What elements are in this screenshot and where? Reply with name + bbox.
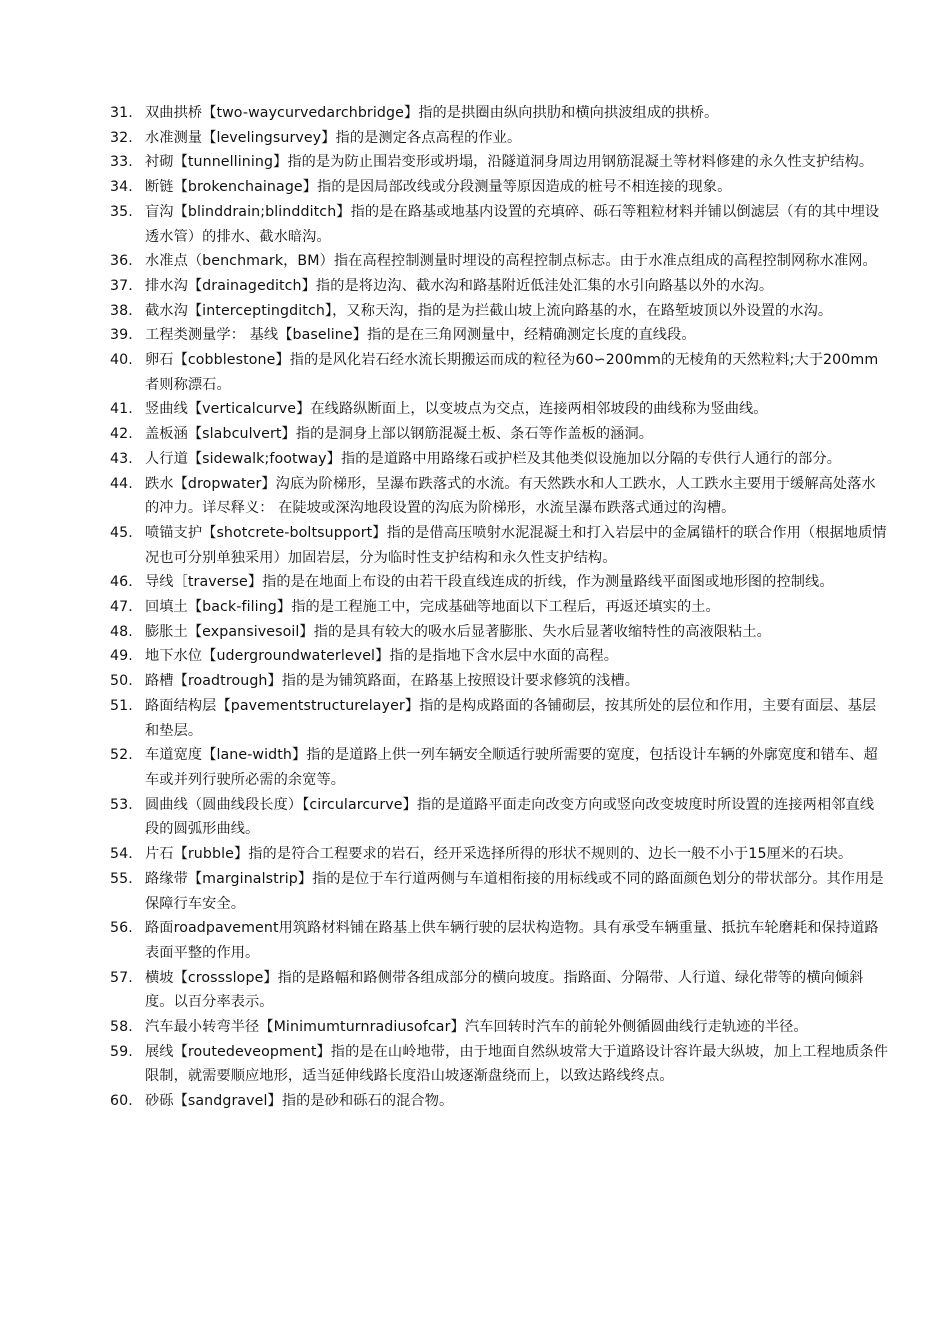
glossary-entry bbox=[0, 397, 950, 422]
entry-text: 水准点（benchmark，BM）指在高程控制测量时埋设的高程控制点标志。由于水准点组成的高程控制网称水准网。 bbox=[145, 253, 877, 270]
glossary-entry bbox=[0, 743, 950, 792]
glossary-entry bbox=[0, 793, 950, 842]
entry-number: 42. bbox=[110, 426, 133, 443]
glossary-entry bbox=[0, 422, 950, 447]
entry-text: 车道宽度【lane-width】指的是道路上供一列车辆安全顺适行驶所需要的宽度，包括设计车辆的外廓宽度和错车、超车或并列行驶所必需的余宽等。 bbox=[145, 747, 878, 788]
entry-text: 卵石【cobblestone】指的是风化岩石经水流长期搬运而成的粒径为60∽200mm的无棱角的天然粒料;大于200mm者则称漂石。 bbox=[145, 352, 879, 393]
entry-text: 双曲拱桥【two-waycurvedarchbridge】指的是拱圈由纵向拱肋和横向拱波组成的拱桥。 bbox=[145, 105, 719, 121]
entry-text: 盖板涵【slabculvert】指的是洞身上部以钢筋混凝土板、条石等作盖板的涵洞。 bbox=[145, 426, 654, 443]
glossary-entry bbox=[0, 521, 950, 570]
entry-text: 水准测量【levelingsurvey】指的是测定各点高程的作业。 bbox=[145, 129, 522, 146]
glossary-entry bbox=[0, 175, 950, 200]
entry-number: 47. bbox=[110, 599, 133, 616]
entry-text: 跌水【dropwater】沟底为阶梯形，呈瀑布跌落式的水流。有天然跌水和人工跌水，人工跌水主要用于缓解高处落水的冲力。详尽释义： 在陡坡或深沟地段设置的沟底为阶梯形，水流呈瀑布跌落式通过的沟槽。 bbox=[145, 475, 876, 517]
glossary-entry bbox=[0, 966, 950, 1015]
entry-number: 41. bbox=[110, 401, 133, 418]
entry-number: 36. bbox=[110, 253, 133, 270]
glossary-entry bbox=[0, 1040, 950, 1089]
entry-text: 人行道【sidewalk;footway】指的是道路中用路缘石或护栏及其他类似设施加以分隔的专供行人通行的部分。 bbox=[145, 450, 842, 467]
entry-number: 32. bbox=[110, 129, 133, 146]
entry-number: 46. bbox=[110, 574, 133, 591]
entry-text: 地下水位【udergroundwaterlevel】指的是指地下含水层中水面的高程。 bbox=[145, 648, 618, 665]
glossary-entry bbox=[0, 299, 950, 324]
glossary-entry bbox=[0, 1015, 950, 1040]
entry-text: 路槽【roadtrough】指的是为铺筑路面，在路基上按照设计要求修筑的浅槽。 bbox=[145, 673, 639, 690]
entry-number: 43. bbox=[110, 450, 133, 467]
glossary-entry bbox=[0, 348, 950, 397]
entry-number: 34. bbox=[110, 179, 133, 196]
entry-number: 38. bbox=[110, 302, 133, 319]
glossary-entry bbox=[0, 447, 950, 472]
entry-number: 60. bbox=[110, 1093, 133, 1110]
entry-text: 导线［traverse】指的是在地面上布设的由若干段直线连成的折线，作为测量路线平面图或地形图的控制线。 bbox=[145, 574, 834, 591]
entry-number: 37. bbox=[110, 277, 133, 294]
entry-number: 39. bbox=[110, 327, 133, 344]
glossary-entry bbox=[0, 101, 950, 126]
glossary-entry bbox=[0, 842, 950, 867]
entry-number: 40. bbox=[110, 352, 133, 369]
glossary-entry bbox=[0, 126, 950, 151]
entry-number: 58. bbox=[110, 1019, 133, 1036]
entry-number: 56. bbox=[110, 920, 133, 937]
glossary-entry bbox=[0, 694, 950, 743]
glossary-entry bbox=[0, 916, 950, 965]
entry-number: 50. bbox=[110, 673, 133, 690]
entry-number: 31. bbox=[110, 105, 133, 121]
entry-text: 砂砾【sandgravel】指的是砂和砾石的混合物。 bbox=[145, 1093, 454, 1110]
entry-text: 盲沟【blinddrain;blindditch】指的是在路基或地基内设置的充填碎、砾石等粗粒材料并铺以倒滤层（有的其中埋设透水管）的排水、截水暗沟。 bbox=[145, 203, 880, 245]
entry-text: 圆曲线（圆曲线段长度）【circularcurve】指的是道路平面走向改变方向或竖向改变坡度时所设置的连接两相邻直线段的圆弧形曲线。 bbox=[145, 796, 875, 838]
entry-number: 48. bbox=[110, 623, 133, 640]
entry-text: 路缘带【marginalstrip】指的是位于车行道两侧与车道相衔接的用标线或不同的路面颜色划分的带状部分。其作用是保障行车安全。 bbox=[145, 870, 884, 912]
entry-text: 喷锚支护【shotcrete-boltsupport】指的是借高压喷射水泥混凝土和打入岩层中的金属锚杆的联合作用（根据地质情况也可分别单独采用）加固岩层，分为临时性支护结构和永久性支护结构。 bbox=[145, 524, 887, 566]
glossary-entry bbox=[0, 472, 950, 521]
glossary-entry bbox=[0, 620, 950, 645]
glossary-entry bbox=[0, 570, 950, 595]
glossary-entry bbox=[0, 200, 950, 249]
entry-text: 断链【brokenchainage】指的是因局部改线或分段测量等原因造成的桩号不相连接的现象。 bbox=[145, 179, 732, 196]
glossary-entry bbox=[0, 274, 950, 299]
entry-text: 回填土【back-filing】指的是工程施工中，完成基础等地面以下工程后，再返还填实的土。 bbox=[145, 599, 720, 616]
entry-number: 33. bbox=[110, 154, 133, 171]
entry-text: 衬砌【tunnellining】指的是为防止围岩变形或坍塌，沿隧道洞身周边用钢筋混凝土等材料修建的永久性支护结构。 bbox=[145, 154, 874, 171]
glossary-entry bbox=[0, 249, 950, 274]
entry-number: 51. bbox=[110, 697, 133, 714]
entry-text: 路面roadpavement用筑路材料铺在路基上供车辆行驶的层状构造物。具有承受车辆重量、抵抗车轮磨耗和保持道路表面平整的作用。 bbox=[145, 920, 879, 961]
entry-number: 55. bbox=[110, 870, 133, 887]
glossary-list bbox=[0, 101, 950, 1114]
entry-text: 工程类测量学： 基线【baseline】指的是在三角网测量中，经精确测定长度的直线段。 bbox=[145, 327, 696, 344]
entry-text: 片石【rubble】指的是符合工程要求的岩石，经开采选择所得的形状不规则的、边长一般不小于15厘米的石块。 bbox=[145, 846, 853, 863]
entry-number: 53. bbox=[110, 796, 133, 813]
entry-text: 展线【routedeveopment】指的是在山岭地带，由于地面自然纵坡常大于道路设计容许最大纵坡，加上工程地质条件限制，就需要顺应地形，适当延伸线路长度沿山坡逐渐盘绕而上，以致达路线终点。 bbox=[145, 1043, 888, 1085]
glossary-entry bbox=[0, 867, 950, 916]
entry-text: 竖曲线【verticalcurve】在线路纵断面上，以变坡点为交点，连接两相邻坡段的曲线称为竖曲线。 bbox=[145, 401, 768, 418]
entry-number: 49. bbox=[110, 648, 133, 665]
entry-number: 52. bbox=[110, 747, 133, 764]
entry-number: 35. bbox=[110, 203, 133, 220]
entry-text: 排水沟【drainageditch】指的是将边沟、截水沟和路基附近低洼处汇集的水引向路基以外的水沟。 bbox=[145, 277, 774, 294]
glossary-entry bbox=[0, 150, 950, 175]
entry-number: 54. bbox=[110, 846, 133, 863]
entry-number: 44. bbox=[110, 475, 133, 492]
glossary-entry bbox=[0, 595, 950, 620]
entry-text: 汽车最小转弯半径【Minimumturnradiusofcar】汽车回转时汽车的前轮外侧循圆曲线行走轨迹的半径。 bbox=[145, 1019, 808, 1036]
entry-text: 截水沟【interceptingditch】，又称天沟，指的是为拦截山坡上流向路基的水，在路堑坡顶以外设置的水沟。 bbox=[145, 302, 833, 319]
glossary-entry bbox=[0, 1089, 950, 1114]
entry-number: 45. bbox=[110, 524, 133, 541]
glossary-entry bbox=[0, 644, 950, 669]
entry-text: 膨胀土【expansivesoil】指的是具有较大的吸水后显著膨胀、失水后显著收缩特性的高液限粘土。 bbox=[145, 623, 771, 640]
entry-number: 57. bbox=[110, 969, 133, 986]
entry-text: 横坡【crossslope】指的是路幅和路侧带各组成部分的横向坡度。指路面、分隔带、人行道、绿化带等的横向倾斜度。以百分率表示。 bbox=[145, 969, 864, 1011]
glossary-entry bbox=[0, 669, 950, 694]
entry-number: 59. bbox=[110, 1043, 133, 1060]
glossary-entry bbox=[0, 323, 950, 348]
entry-text: 路面结构层【pavementstructurelayer】指的是构成路面的各铺砌层，按其所处的层位和作用，主要有面层、基层和垫层。 bbox=[145, 697, 877, 739]
